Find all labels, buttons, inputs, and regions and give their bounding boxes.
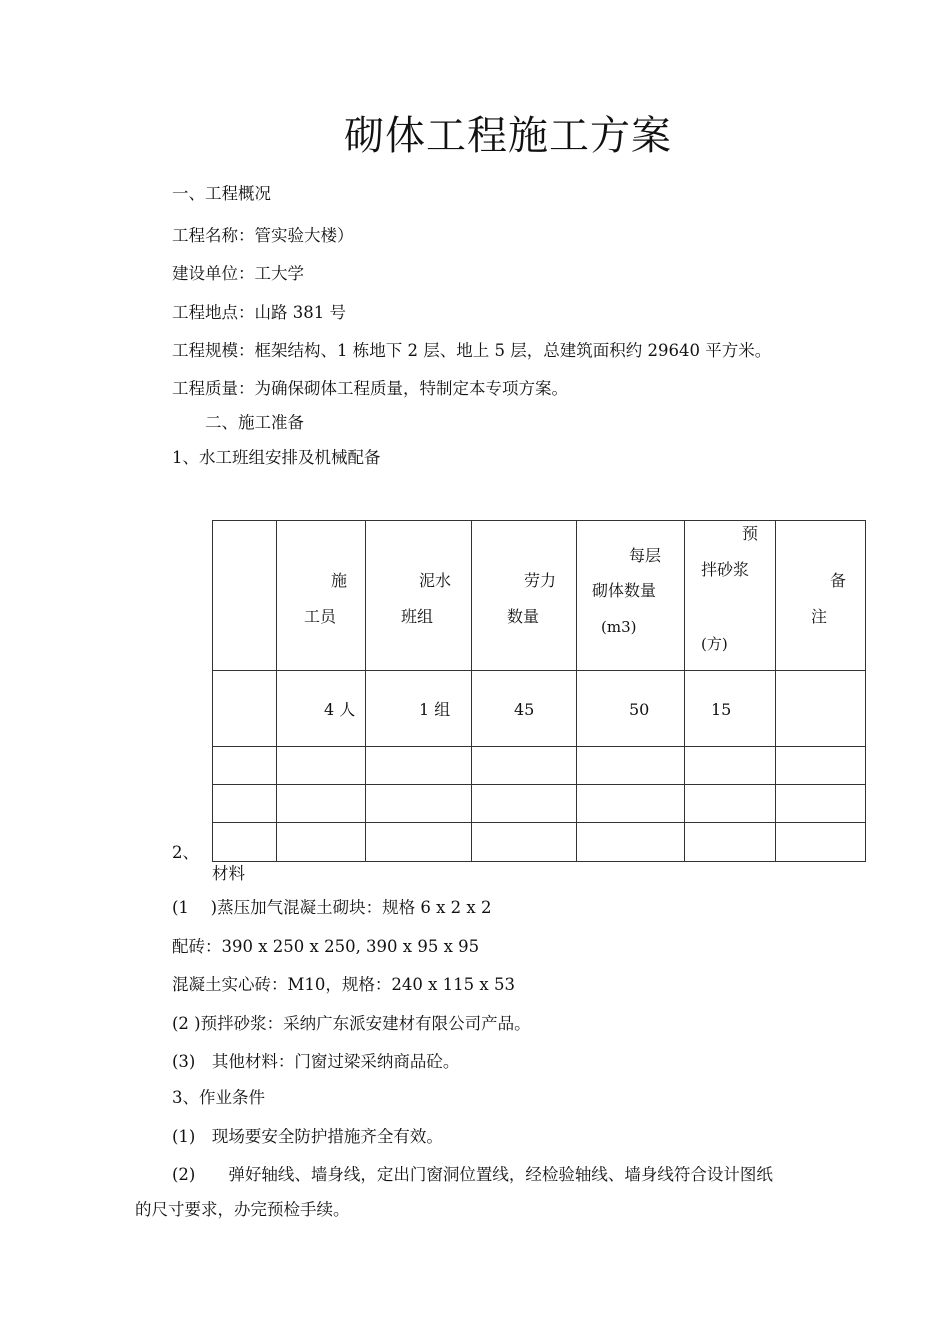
material-mortar: (2 )预拌砂浆：采纳广东派安建材有限公司产品。 [172, 1014, 531, 1033]
table-cell [776, 823, 866, 862]
condition-safety: (1) 现场要安全防护措施齐全有效。 [172, 1127, 443, 1146]
table-cell [277, 823, 366, 862]
section-heading-preparation: 二、施工准备 [205, 413, 304, 432]
project-scale: 工程规模：框架结构、1 栋地下 2 层、地上 5 层，总建筑面积约 29640 平方米。 [172, 341, 772, 360]
table-header-cell: 备 注 [776, 521, 866, 671]
page-title: 砌体工程施工方案 [344, 113, 672, 159]
table-cell [366, 785, 472, 823]
table-cell [685, 747, 776, 785]
table-cell [213, 785, 277, 823]
condition-axis-lines: (2) 弹好轴线、墙身线，定出门窗洞位置线，经检验轴线、墙身线符合设计图纸 [172, 1165, 773, 1184]
table-row [213, 785, 866, 823]
table-cell [366, 823, 472, 862]
material-other: (3) 其他材料：门窗过梁采纳商品砼。 [172, 1052, 460, 1071]
table-cell [213, 747, 277, 785]
table-header-cell: 施 工员 [277, 521, 366, 671]
table-cell [472, 823, 577, 862]
table-cell [577, 785, 685, 823]
table-cell [776, 671, 866, 747]
material-solid-brick: 混凝土实心砖：M10，规格：240 x 115 x 53 [172, 975, 515, 994]
table-cell [577, 823, 685, 862]
project-name: 工程名称：管实验大楼） [172, 226, 354, 245]
table-row [213, 823, 866, 862]
subsection-materials-label: 材料 [212, 864, 245, 883]
table-cell [685, 785, 776, 823]
table-cell: 15 [685, 671, 776, 747]
table-cell [213, 521, 277, 671]
table-cell [776, 785, 866, 823]
table-cell [366, 747, 472, 785]
table-cell [277, 747, 366, 785]
table-header-cell: 每层 砌体数量 (m3) [577, 521, 685, 671]
table-cell: 45 [472, 671, 577, 747]
material-aerated-block: (1 )蒸压加气混凝土砌块：规格 6 x 2 x 2 [172, 898, 492, 917]
table-header-row [213, 521, 866, 671]
table-row [213, 747, 866, 785]
table-cell [213, 671, 277, 747]
condition-axis-lines-cont: 的尺寸要求，办完预检手续。 [135, 1200, 350, 1219]
project-quality: 工程质量：为确保砌体工程质量，特制定本专项方案。 [172, 379, 568, 398]
table-cell [277, 785, 366, 823]
table-cell: 4 人 [277, 671, 366, 747]
table-header-cell: 劳力 数量 [472, 521, 577, 671]
table-cell [685, 823, 776, 862]
subsection-work-conditions: 3、作业条件 [172, 1088, 265, 1107]
table-row [213, 671, 866, 747]
table-cell [776, 747, 866, 785]
table-cell: 50 [577, 671, 685, 747]
section-heading-overview: 一、工程概况 [172, 184, 271, 203]
project-location: 工程地点：山路 381 号 [172, 303, 346, 322]
table-cell [472, 785, 577, 823]
table-header-cell: 泥水 班组 [366, 521, 472, 671]
subsection-materials-number: 2、 [172, 843, 199, 862]
team-table [212, 520, 866, 862]
subsection-team-arrangement: 1、水工班组安排及机械配备 [172, 448, 381, 467]
table-header-cell: 预 拌砂浆 (方) [685, 521, 776, 671]
material-matching-brick: 配砖：390 x 250 x 250, 390 x 95 x 95 [172, 937, 480, 956]
table-cell [472, 747, 577, 785]
table-cell [577, 747, 685, 785]
construction-unit: 建设单位：工大学 [172, 264, 304, 283]
table-cell [213, 823, 277, 862]
table-cell: 1 组 [366, 671, 472, 747]
